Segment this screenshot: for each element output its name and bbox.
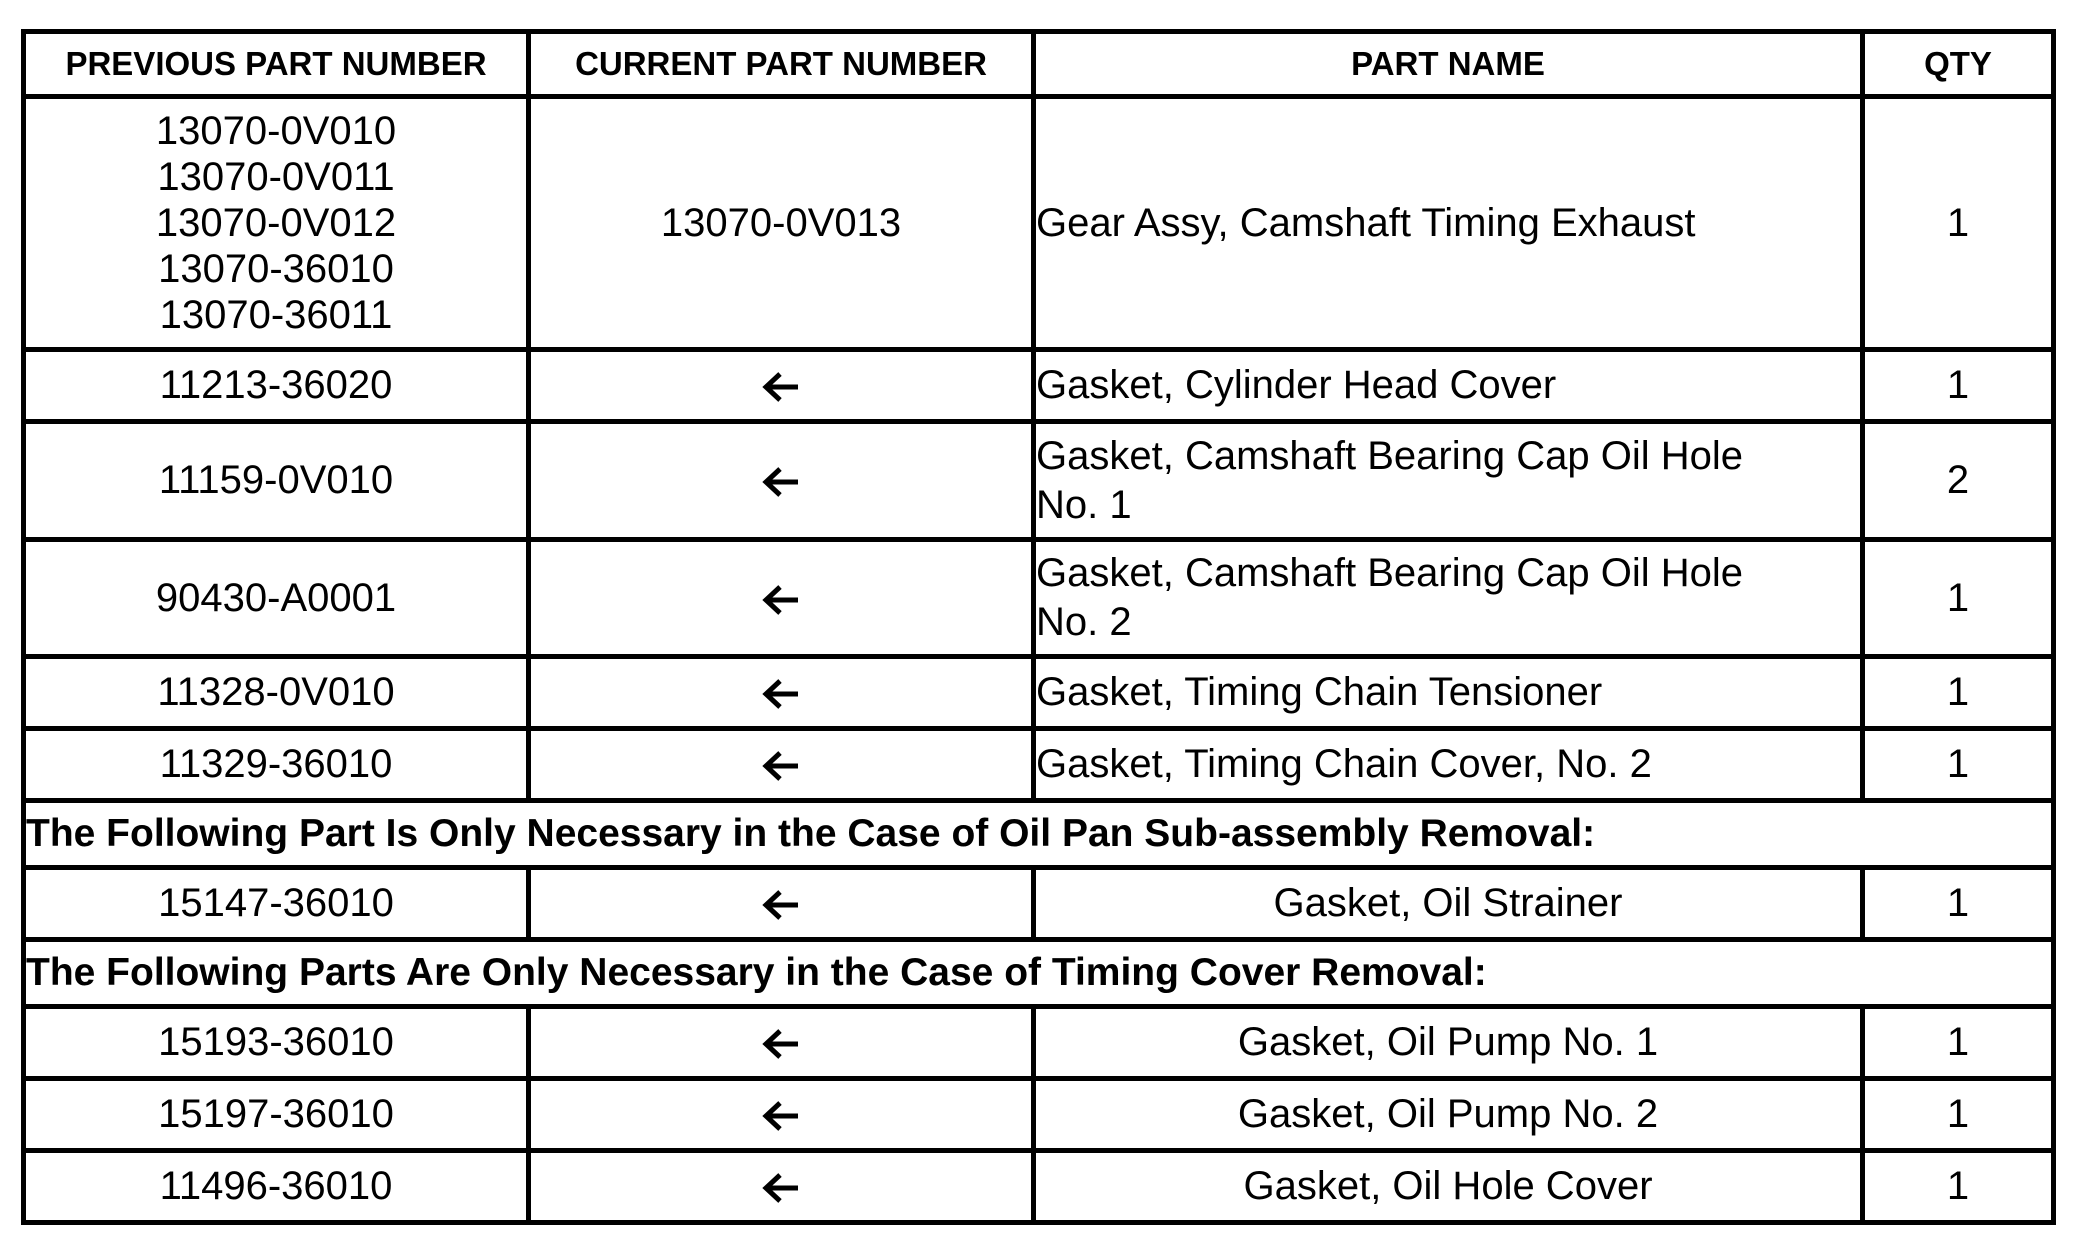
quantity: 2 bbox=[1863, 422, 2054, 540]
part-name: Gasket, Oil Hole Cover bbox=[1034, 1151, 1863, 1223]
current-part-number-same bbox=[529, 868, 1034, 940]
parts-table bbox=[21, 29, 2056, 1225]
arrow-left-icon bbox=[758, 1096, 804, 1136]
arrow-left-icon bbox=[758, 746, 804, 786]
current-part-number-same bbox=[529, 657, 1034, 729]
header-qty: QTY bbox=[1863, 32, 2054, 97]
section-title-timing-cover: The Following Parts Are Only Necessary in the Case of Timing Cover Removal: bbox=[24, 940, 2054, 1007]
current-part-number: 13070-0V013 bbox=[529, 97, 1034, 350]
previous-part-number: 13070-0V010 bbox=[155, 109, 397, 153]
table-row bbox=[24, 729, 2054, 801]
part-name: Gasket, Timing Chain Cover, No. 2 bbox=[1034, 729, 1863, 801]
previous-part-number: 90430-A0001 bbox=[24, 540, 529, 657]
part-name-line: No. 2 bbox=[1036, 600, 1132, 644]
header-row bbox=[24, 32, 2054, 97]
previous-part-number: 13070-36011 bbox=[159, 293, 393, 337]
quantity: 1 bbox=[1863, 540, 2054, 657]
previous-part-number: 11213-36020 bbox=[24, 350, 529, 422]
previous-part-number: 11328-0V010 bbox=[24, 657, 529, 729]
section-header-row bbox=[24, 801, 2054, 868]
part-name bbox=[1034, 422, 1863, 540]
current-part-number-same bbox=[529, 1007, 1034, 1079]
table-row bbox=[24, 540, 2054, 657]
previous-part-number: 11496-36010 bbox=[24, 1151, 529, 1223]
table-row bbox=[24, 350, 2054, 422]
part-name-line: No. 1 bbox=[1036, 482, 1132, 527]
previous-part-number: 13070-0V012 bbox=[155, 201, 397, 245]
current-part-number-same bbox=[529, 729, 1034, 801]
previous-part-number: 15197-36010 bbox=[24, 1079, 529, 1151]
header-previous-part-number: PREVIOUS PART NUMBER bbox=[24, 32, 529, 97]
arrow-left-icon bbox=[758, 1168, 804, 1208]
quantity: 1 bbox=[1863, 868, 2054, 940]
previous-part-numbers bbox=[24, 97, 529, 350]
current-part-number-same bbox=[529, 1079, 1034, 1151]
quantity: 1 bbox=[1863, 729, 2054, 801]
section-header-row bbox=[24, 940, 2054, 1007]
arrow-left-icon bbox=[758, 367, 804, 407]
table-row bbox=[24, 657, 2054, 729]
quantity: 1 bbox=[1863, 1007, 2054, 1079]
quantity: 1 bbox=[1863, 657, 2054, 729]
previous-part-number: 13070-0V011 bbox=[157, 155, 395, 199]
arrow-left-icon bbox=[758, 580, 804, 620]
table-row bbox=[24, 868, 2054, 940]
arrow-left-icon bbox=[758, 1024, 804, 1064]
previous-part-number: 11329-36010 bbox=[24, 729, 529, 801]
quantity: 1 bbox=[1863, 350, 2054, 422]
arrow-left-icon bbox=[758, 885, 804, 925]
header-part-name: PART NAME bbox=[1034, 32, 1863, 97]
previous-part-number: 13070-36010 bbox=[158, 247, 394, 291]
table-row bbox=[24, 1079, 2054, 1151]
table-row bbox=[24, 1151, 2054, 1223]
part-name: Gasket, Oil Pump No. 1 bbox=[1034, 1007, 1863, 1079]
part-name: Gasket, Timing Chain Tensioner bbox=[1034, 657, 1863, 729]
current-part-number-same bbox=[529, 350, 1034, 422]
part-name bbox=[1034, 540, 1863, 657]
section-title-oil-pan: The Following Part Is Only Necessary in the Case of Oil Pan Sub-assembly Removal: bbox=[24, 801, 2054, 868]
quantity: 1 bbox=[1863, 1079, 2054, 1151]
quantity: 1 bbox=[1863, 1151, 2054, 1223]
table-row bbox=[24, 97, 2054, 350]
header-current-part-number: CURRENT PART NUMBER bbox=[529, 32, 1034, 97]
part-name: Gasket, Oil Pump No. 2 bbox=[1034, 1079, 1863, 1151]
table-row bbox=[24, 1007, 2054, 1079]
part-name: Gasket, Oil Strainer bbox=[1034, 868, 1863, 940]
part-name-line: Gasket, Camshaft Bearing Cap Oil Hole bbox=[1036, 551, 1743, 595]
arrow-left-icon bbox=[758, 674, 804, 714]
current-part-number-same bbox=[529, 1151, 1034, 1223]
part-name-line: Gasket, Camshaft Bearing Cap Oil Hole bbox=[1036, 433, 1743, 478]
table-row bbox=[24, 422, 2054, 540]
arrow-left-icon bbox=[758, 462, 804, 502]
previous-part-number: 15193-36010 bbox=[24, 1007, 529, 1079]
previous-part-number: 15147-36010 bbox=[24, 868, 529, 940]
part-name: Gasket, Cylinder Head Cover bbox=[1034, 350, 1863, 422]
quantity: 1 bbox=[1863, 97, 2054, 350]
current-part-number-same bbox=[529, 422, 1034, 540]
previous-part-number: 11159-0V010 bbox=[24, 422, 529, 540]
part-name: Gear Assy, Camshaft Timing Exhaust bbox=[1034, 97, 1863, 350]
current-part-number-same bbox=[529, 540, 1034, 657]
